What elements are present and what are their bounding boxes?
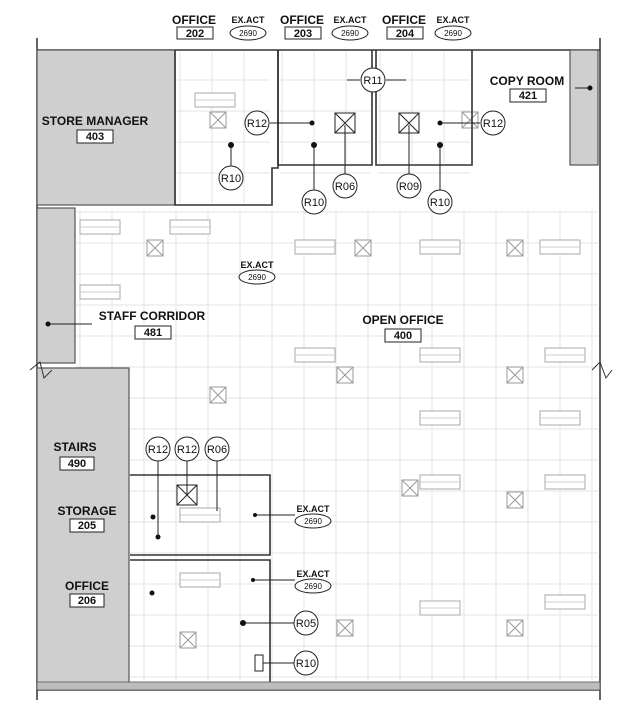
keynote-tag (219, 145, 243, 190)
keynote-tag (397, 125, 421, 198)
keynote-label: R09 (398, 181, 420, 193)
ceiling-tag-value: 2690 (304, 517, 322, 526)
room-205-name: STORAGE (57, 504, 117, 518)
room-400-name: OPEN OFFICE (362, 313, 444, 327)
room-202-number: 202 (185, 28, 205, 40)
keynote-label: R06 (334, 181, 356, 193)
room-203-number: 203 (293, 28, 313, 40)
keynote-label: R12 (246, 118, 268, 130)
ceiling-tag-label: EX.ACT (296, 504, 330, 514)
copy-room-wall (570, 50, 598, 165)
keynote-label: R12 (482, 118, 504, 130)
keynote-tag (428, 145, 452, 214)
keynote-label: R10 (429, 197, 451, 209)
room-203-name: OFFICE (280, 13, 324, 27)
room-421-name: COPY ROOM (489, 74, 565, 88)
keynote-label: R12 (147, 444, 169, 456)
room-490-number: 490 (67, 458, 87, 470)
keynote-tag (205, 437, 229, 511)
room-205-number: 205 (77, 520, 97, 532)
keynote-tag (255, 651, 318, 675)
ceiling-tag-label: EX.ACT (240, 260, 274, 270)
room-481-name: STAFF CORRIDOR (98, 309, 206, 323)
ceiling-tag-value: 2690 (248, 273, 266, 282)
ceiling-tags (230, 15, 471, 593)
ceiling-tag-value: 2690 (304, 582, 322, 591)
ceiling-tag-value: 2690 (239, 29, 257, 38)
room-400-number: 400 (393, 330, 413, 342)
room-206-number: 206 (77, 595, 97, 607)
keynote-tag (302, 145, 326, 214)
keynote-label: R10 (303, 197, 325, 209)
keynote-tag (347, 68, 406, 92)
room-481-number: 481 (143, 327, 163, 339)
room-202-name: OFFICE (172, 13, 216, 27)
keynote-label: R12 (176, 444, 198, 456)
ceiling-tag-value: 2690 (444, 29, 462, 38)
keynote-label: R11 (363, 75, 383, 87)
room-490-name: STAIRS (53, 440, 97, 454)
keynote-label: R05 (295, 618, 317, 630)
keynote-tag (333, 125, 357, 198)
room-204-number: 204 (395, 28, 415, 40)
corridor-wall (37, 208, 75, 363)
ceiling-tag-label: EX.ACT (333, 15, 367, 25)
ceiling-tag-label: EX.ACT (296, 569, 330, 579)
keynote-label: R10 (220, 173, 242, 185)
room-403-number: 403 (85, 131, 105, 143)
room-206-name: OFFICE (65, 579, 109, 593)
keynote-label: R06 (206, 444, 228, 456)
room-403-name: STORE MANAGER (41, 114, 149, 128)
ceiling-tag-label: EX.ACT (231, 15, 265, 25)
walls (30, 38, 612, 700)
ceiling-tag-value: 2690 (341, 29, 359, 38)
ceiling-tag-label: EX.ACT (436, 15, 470, 25)
room-421-number: 421 (518, 90, 538, 102)
room-204-name: OFFICE (382, 13, 426, 27)
keynote-label: R10 (295, 658, 317, 670)
